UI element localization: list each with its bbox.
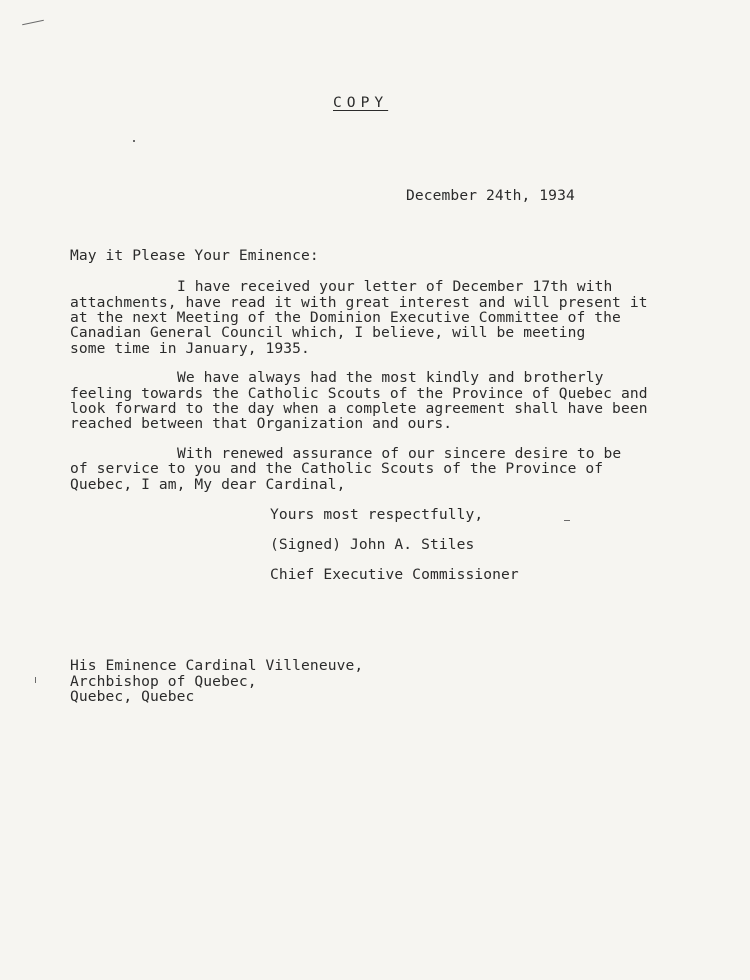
recipient-line: Archbishop of Quebec, bbox=[70, 673, 257, 690]
paper-speck bbox=[35, 677, 36, 683]
body-line: I have received your letter of December 17th with bbox=[177, 278, 613, 295]
body-line: Quebec, I am, My dear Cardinal, bbox=[70, 476, 346, 493]
salutation: May it Please Your Eminence: bbox=[70, 247, 319, 264]
letter-date: December 24th, 1934 bbox=[406, 187, 575, 204]
copy-heading: COPY bbox=[333, 94, 389, 111]
paper-speck bbox=[133, 140, 135, 142]
body-line: feeling towards the Catholic Scouts of the Province of Quebec and bbox=[70, 385, 648, 402]
body-line: reached between that Organization and ours. bbox=[70, 415, 453, 432]
paper-speck bbox=[564, 520, 570, 521]
recipient-line: Quebec, Quebec bbox=[70, 688, 195, 705]
paper-mark bbox=[22, 20, 44, 26]
recipient-line: His Eminence Cardinal Villeneuve, bbox=[70, 657, 364, 674]
body-line: We have always had the most kindly and brotherly bbox=[177, 369, 604, 386]
closing: Yours most respectfully, bbox=[270, 506, 484, 523]
body-line: Canadian General Council which, I believe, will be meeting bbox=[70, 324, 586, 341]
body-line: some time in January, 1935. bbox=[70, 340, 310, 357]
body-line: look forward to the day when a complete agreement shall have been bbox=[70, 400, 648, 417]
signature: (Signed) John A. Stiles bbox=[270, 536, 475, 553]
body-line: With renewed assurance of our sincere desire to be bbox=[177, 445, 622, 462]
body-line: of service to you and the Catholic Scouts of the Province of bbox=[70, 460, 604, 477]
signer-title: Chief Executive Commissioner bbox=[270, 566, 519, 583]
body-line: at the next Meeting of the Dominion Executive Committee of the bbox=[70, 309, 621, 326]
body-line: attachments, have read it with great interest and will present it bbox=[70, 294, 648, 311]
